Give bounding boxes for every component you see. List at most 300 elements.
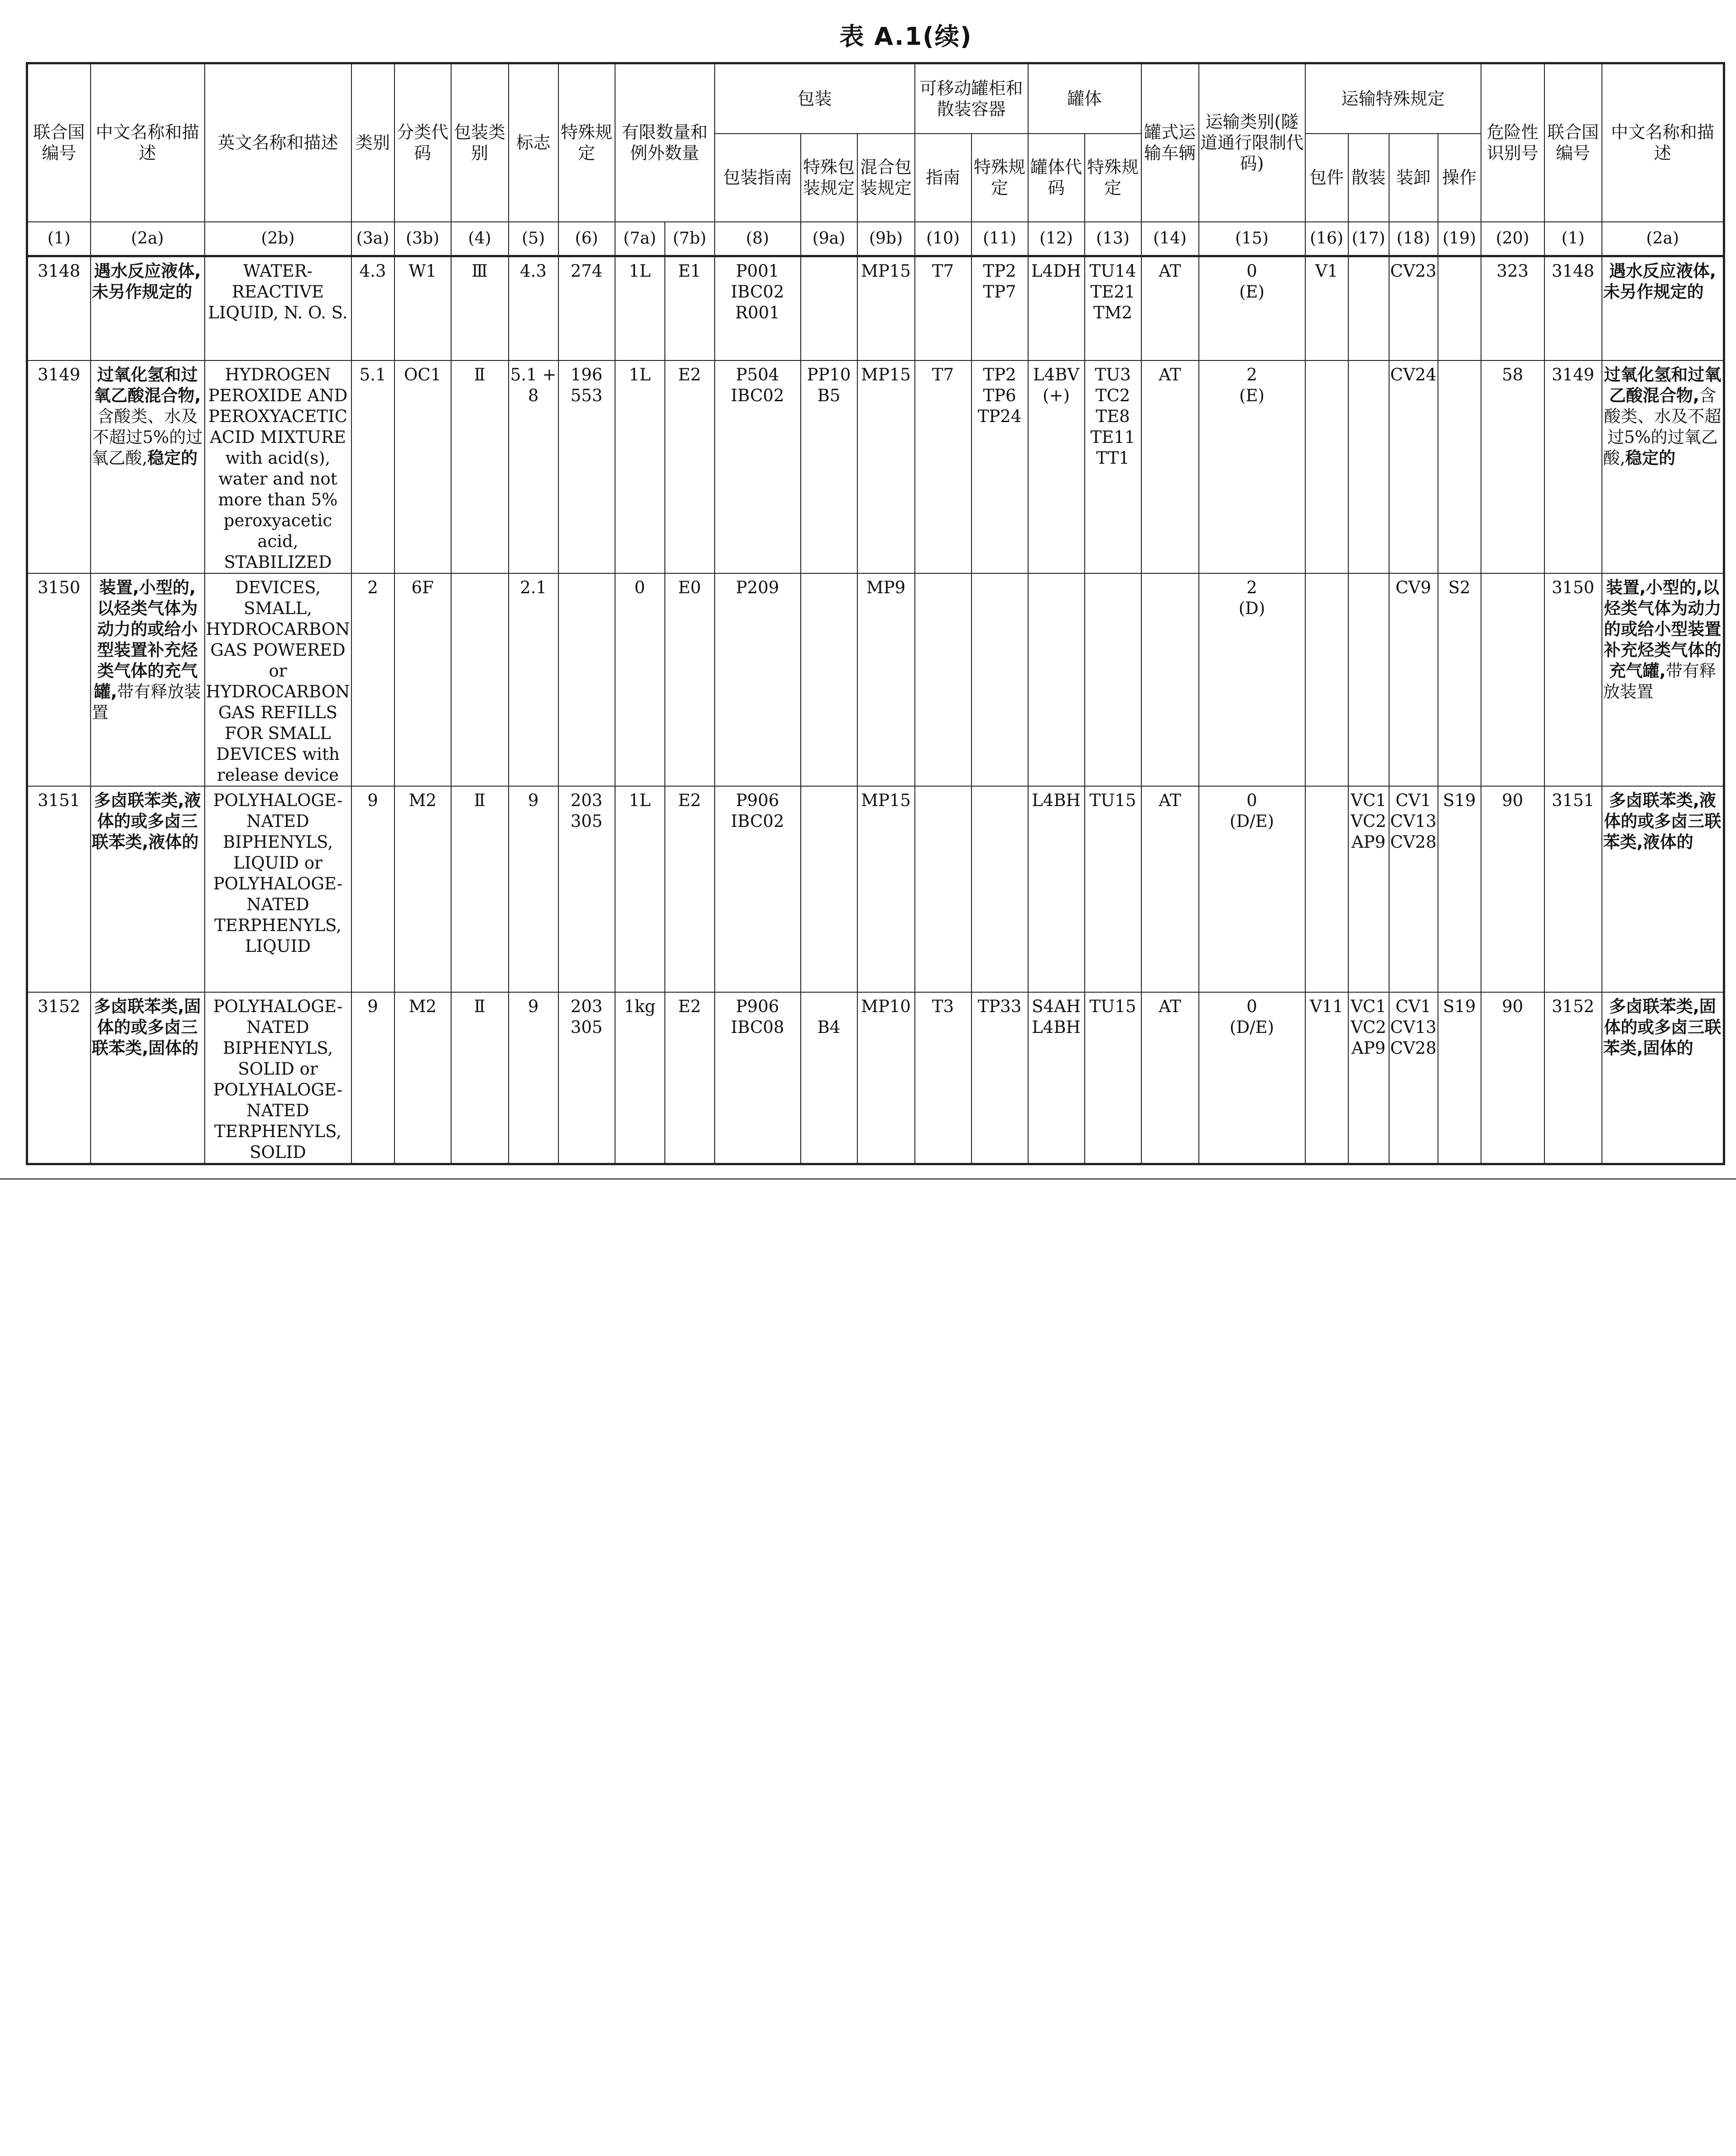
cell-name-en-line: NATED bbox=[246, 1017, 309, 1037]
cell-transport-category bbox=[1199, 256, 1305, 360]
column-number: (8) bbox=[715, 222, 801, 256]
cell-excepted-qty: E2 bbox=[665, 992, 715, 1164]
cell-name-zh bbox=[91, 786, 205, 992]
column-number: (4) bbox=[451, 222, 509, 256]
cell-class-code: OC1 bbox=[394, 360, 451, 573]
cell-tank-vehicle: AT bbox=[1141, 256, 1199, 360]
header-class: 类别 bbox=[351, 63, 394, 222]
cell-pt-special-line: TP2 bbox=[983, 261, 1016, 281]
cell-limited-qty: 1L bbox=[615, 786, 665, 992]
cell-operation bbox=[1438, 360, 1481, 573]
cell-name-zh-bold-text: 稳定的 bbox=[147, 448, 198, 468]
cell-special-provisions: 203 305 bbox=[558, 992, 615, 1164]
cell-packages: V1 bbox=[1305, 256, 1348, 360]
header-mixed-packing: 混合包装规定 bbox=[857, 134, 915, 222]
cell-un-no-right: 3148 bbox=[1544, 256, 1602, 360]
cell-packing-instructions-line: IBC02 bbox=[731, 385, 784, 405]
cell-loading-line: CV13 bbox=[1390, 1017, 1437, 1037]
cell-mixed-packing: MP10 bbox=[857, 992, 915, 1164]
cell-name-zh bbox=[91, 573, 205, 786]
cell-name-zh-right bbox=[1602, 256, 1724, 360]
cell-name-en-line: release device bbox=[217, 765, 339, 785]
cell-name-en-line: POLYHALOGE- bbox=[213, 874, 343, 893]
cell-name-en-line: STABILIZED bbox=[224, 552, 332, 572]
cell-name-en-line: TERPHENYLS, bbox=[214, 1121, 341, 1141]
cell-name-en-line: SOLID bbox=[250, 1142, 306, 1162]
cell-tank-special-line: TT1 bbox=[1096, 448, 1130, 468]
cell-hazard-id: 90 bbox=[1481, 992, 1544, 1164]
cell-name-zh-bold-text: 多卤联苯类,液体的或多卤三联苯类,液体的 bbox=[91, 790, 201, 852]
cell-tank-special bbox=[1085, 360, 1141, 573]
header-bulk: 散装 bbox=[1348, 134, 1389, 222]
table-row bbox=[27, 992, 1724, 1164]
column-number: (2b) bbox=[205, 222, 351, 256]
table-row bbox=[27, 360, 1724, 573]
cell-class-code: 6F bbox=[394, 573, 451, 786]
column-number: (2a) bbox=[91, 222, 205, 256]
cell-name-zh-bold-text: 遇水反应液体,未另作规定的 bbox=[91, 261, 201, 302]
cell-transport-category-line: 2 bbox=[1246, 577, 1257, 597]
cell-limited-qty: 1L bbox=[615, 256, 665, 360]
column-number: (20) bbox=[1481, 222, 1544, 256]
cell-name-zh-right-bold-text: 多卤联苯类,固体的或多卤三联苯类,固体的 bbox=[1603, 996, 1722, 1058]
header-name-en: 英文名称和描述 bbox=[205, 63, 351, 222]
cell-transport-category-line: 0 bbox=[1246, 790, 1257, 810]
column-number: (7a) bbox=[615, 222, 665, 256]
cell-tank-code-line: (+) bbox=[1043, 385, 1070, 405]
cell-special-packing-line bbox=[802, 996, 856, 1017]
cell-bulk-line: VC2 bbox=[1351, 1017, 1386, 1037]
header-class-code: 分类代码 bbox=[394, 63, 451, 222]
cell-tank-special-line: TE8 bbox=[1096, 406, 1130, 426]
cell-packing-instructions-line: P504 bbox=[736, 365, 779, 384]
cell-packing-instructions-line: IBC08 bbox=[731, 1017, 784, 1037]
column-number-row bbox=[27, 222, 1724, 256]
cell-name-zh-bold-text: 多卤联苯类,固体的或多卤三联苯类,固体的 bbox=[91, 996, 201, 1058]
cell-pt-special-line: TP7 bbox=[983, 282, 1016, 302]
cell-limited-qty: 1L bbox=[615, 360, 665, 573]
cell-name-en-line: with acid(s), bbox=[225, 448, 331, 468]
cell-class: 9 bbox=[351, 992, 394, 1164]
header-tank-code: 罐体代码 bbox=[1028, 134, 1085, 222]
cell-tank-code bbox=[1028, 573, 1085, 786]
page-bottom-rule bbox=[0, 1178, 1736, 1180]
cell-name-zh bbox=[91, 256, 205, 360]
cell-packing-instructions bbox=[715, 786, 801, 992]
cell-un-no: 3150 bbox=[27, 573, 91, 786]
cell-name-en-line: HYDROCARBON bbox=[206, 682, 350, 701]
cell-un-no: 3149 bbox=[27, 360, 91, 573]
cell-name-en-line: NATED bbox=[246, 894, 309, 914]
column-number: (10) bbox=[915, 222, 971, 256]
cell-packing-group bbox=[451, 573, 509, 786]
header-portable-tanks: 可移动罐柜和散装容器 bbox=[915, 63, 1028, 134]
cell-name-en-line: TERPHENYLS, bbox=[214, 915, 341, 935]
cell-name-zh-text: 含酸类、水及不超过5%的过氧乙酸, bbox=[91, 406, 203, 468]
cell-operation bbox=[1438, 256, 1481, 360]
cell-special-packing bbox=[801, 256, 857, 360]
cell-pt-special-line: TP6 bbox=[983, 385, 1016, 405]
cell-tank-code-line: L4BV bbox=[1033, 365, 1080, 384]
header-special-transport: 运输特殊规定 bbox=[1305, 63, 1481, 134]
cell-name-en-line: SOLID or bbox=[238, 1059, 318, 1079]
header-tank-vehicle: 罐式运输车辆 bbox=[1141, 63, 1199, 222]
cell-un-no: 3152 bbox=[27, 992, 91, 1164]
cell-bulk-line: VC2 bbox=[1351, 811, 1386, 831]
cell-labels: 9 bbox=[509, 786, 558, 992]
cell-name-zh-right-bold-text: 遇水反应液体,未另作规定的 bbox=[1603, 261, 1716, 302]
cell-name-en bbox=[205, 360, 351, 573]
cell-mixed-packing: MP9 bbox=[857, 573, 915, 786]
cell-tank-special-line: TC2 bbox=[1095, 385, 1130, 405]
cell-name-zh-right bbox=[1602, 573, 1724, 786]
cell-special-provisions: 274 bbox=[558, 256, 615, 360]
cell-name-zh-right-bold-text: 多卤联苯类,液体的或多卤三联苯类,液体的 bbox=[1603, 790, 1722, 852]
cell-tank-vehicle: AT bbox=[1141, 360, 1199, 573]
cell-bulk-line: VC1 bbox=[1351, 996, 1386, 1016]
cell-name-zh-right-text: 含酸类、水及不超过5%的过氧乙酸, bbox=[1603, 385, 1722, 468]
cell-loading bbox=[1389, 256, 1438, 360]
cell-packages bbox=[1305, 360, 1348, 573]
cell-packing-group: Ⅱ bbox=[451, 360, 509, 573]
page-title: 表 A.1(续) bbox=[839, 22, 972, 51]
cell-mixed-packing: MP15 bbox=[857, 786, 915, 992]
cell-tank-special-line: TM2 bbox=[1093, 303, 1133, 322]
cell-tank-code bbox=[1028, 360, 1085, 573]
cell-loading bbox=[1389, 992, 1438, 1164]
header-name-zh: 中文名称和描述 bbox=[91, 63, 205, 222]
table-row bbox=[27, 256, 1724, 360]
cell-name-en-line: HYDROGEN bbox=[225, 365, 331, 384]
cell-special-packing-line: B5 bbox=[817, 385, 841, 405]
cell-operation: S19 bbox=[1438, 992, 1481, 1164]
cell-name-en-line: WATER- bbox=[243, 261, 313, 281]
cell-un-no-right: 3151 bbox=[1544, 786, 1602, 992]
cell-bulk-line: AP9 bbox=[1351, 1038, 1386, 1058]
cell-name-en-line: BIPHENYLS, bbox=[222, 832, 333, 852]
cell-loading-line: CV23 bbox=[1390, 261, 1437, 281]
cell-special-packing bbox=[801, 573, 857, 786]
cell-transport-category-line: 2 bbox=[1246, 365, 1257, 384]
cell-bulk bbox=[1348, 573, 1389, 786]
cell-name-en-line: LIQUID or bbox=[233, 853, 322, 873]
cell-name-en bbox=[205, 992, 351, 1164]
cell-class: 2 bbox=[351, 573, 394, 786]
cell-tank-vehicle bbox=[1141, 573, 1199, 786]
cell-name-en-line: ACID MIXTURE bbox=[210, 427, 346, 447]
cell-tank-special bbox=[1085, 256, 1141, 360]
header-special-packing: 特殊包装规定 bbox=[801, 134, 857, 222]
cell-name-en-line: peroxyacetic acid, bbox=[223, 510, 332, 551]
cell-packing-instructions-line: R001 bbox=[735, 303, 780, 322]
cell-labels: 4.3 bbox=[509, 256, 558, 360]
cell-tank-special-line: TU14 bbox=[1089, 261, 1136, 281]
cell-loading-line: CV1 bbox=[1395, 996, 1431, 1016]
cell-labels: 9 bbox=[509, 992, 558, 1164]
cell-name-en-line: DEVICES with bbox=[216, 744, 340, 764]
column-number: (16) bbox=[1305, 222, 1348, 256]
cell-mixed-packing: MP15 bbox=[857, 360, 915, 573]
column-number: (19) bbox=[1438, 222, 1481, 256]
cell-transport-category bbox=[1199, 573, 1305, 786]
cell-bulk bbox=[1348, 360, 1389, 573]
cell-name-en-line: LIQUID bbox=[245, 936, 311, 956]
column-number: (17) bbox=[1348, 222, 1389, 256]
cell-name-en bbox=[205, 256, 351, 360]
cell-transport-category-line: (D) bbox=[1238, 598, 1265, 618]
column-number: (12) bbox=[1028, 222, 1085, 256]
cell-tank-special-line: TU15 bbox=[1089, 996, 1136, 1016]
cell-pt-special-line: TP33 bbox=[977, 996, 1022, 1016]
cell-tank-special-line: TE11 bbox=[1090, 427, 1135, 447]
cell-packing-instructions bbox=[715, 573, 801, 786]
cell-packing-instructions-line: P906 bbox=[736, 996, 779, 1016]
cell-un-no-right: 3149 bbox=[1544, 360, 1602, 573]
cell-tank-code bbox=[1028, 786, 1085, 992]
cell-name-en-line: NATED bbox=[246, 1100, 309, 1120]
column-number: (18) bbox=[1389, 222, 1438, 256]
cell-name-en-line: NATED bbox=[246, 811, 309, 831]
cell-operation: S19 bbox=[1438, 786, 1481, 992]
header-loading: 装卸 bbox=[1389, 134, 1438, 222]
cell-name-en-line: GAS REFILLS bbox=[218, 702, 338, 722]
header-name-zh-right: 中文名称和描述 bbox=[1602, 63, 1724, 222]
cell-loading-line: CV9 bbox=[1395, 577, 1431, 597]
cell-special-packing-line: B4 bbox=[817, 1017, 841, 1037]
cell-name-zh-bold-text: 装置,小型的,以烃类气体为动力的或给小型装置补充烃类气体的充气罐, bbox=[94, 577, 198, 701]
cell-name-en-line: REACTIVE bbox=[232, 282, 324, 302]
cell-tank-special-line: TE21 bbox=[1090, 282, 1135, 302]
header-tank-special: 特殊规定 bbox=[1085, 134, 1141, 222]
header-pt-instructions: 指南 bbox=[915, 134, 971, 222]
cell-tank-special bbox=[1085, 573, 1141, 786]
cell-pt-special bbox=[971, 360, 1028, 573]
cell-transport-category-line: 0 bbox=[1246, 261, 1257, 281]
cell-name-en-line: LIQUID, N. O. S. bbox=[208, 303, 348, 322]
cell-special-packing bbox=[801, 360, 857, 573]
cell-transport-category-line: (E) bbox=[1239, 282, 1265, 302]
cell-tank-code-line: L4BH bbox=[1032, 1017, 1081, 1037]
cell-un-no-right: 3152 bbox=[1544, 992, 1602, 1164]
cell-pt-special bbox=[971, 992, 1028, 1164]
cell-hazard-id: 323 bbox=[1481, 256, 1544, 360]
cell-special-packing bbox=[801, 992, 857, 1164]
cell-packages: V11 bbox=[1305, 992, 1348, 1164]
cell-loading-line: CV24 bbox=[1390, 365, 1437, 384]
cell-tank-code bbox=[1028, 992, 1085, 1164]
cell-pt-instructions: T3 bbox=[915, 992, 971, 1164]
cell-packages bbox=[1305, 573, 1348, 786]
cell-name-zh-text: 带有释放装置 bbox=[91, 682, 201, 722]
cell-class: 9 bbox=[351, 786, 394, 992]
header-packages: 包件 bbox=[1305, 134, 1348, 222]
column-number: (14) bbox=[1141, 222, 1199, 256]
cell-pt-instructions bbox=[915, 573, 971, 786]
column-number: (2a) bbox=[1602, 222, 1724, 256]
cell-name-en-line: HYDROCARBON bbox=[206, 619, 350, 639]
header-un-no: 联合国编号 bbox=[27, 63, 91, 222]
cell-packing-group: Ⅱ bbox=[451, 786, 509, 992]
cell-tank-code-line: S4AH bbox=[1032, 996, 1081, 1016]
cell-name-zh-right-bold-text: 过氧化氢和过氧乙酸混合物, bbox=[1604, 365, 1722, 405]
cell-loading-line: CV1 bbox=[1395, 790, 1431, 810]
cell-name-en-line: DEVICES, SMALL, bbox=[235, 577, 321, 618]
cell-special-packing bbox=[801, 786, 857, 992]
cell-name-zh-right-bold-text: 装置,小型的,以烃类气体为动力的或给小型装置补充烃类气体的充气罐, bbox=[1604, 577, 1722, 681]
cell-name-en-line: BIPHENYLS, bbox=[222, 1038, 333, 1058]
header-pt-special: 特殊规定 bbox=[971, 134, 1028, 222]
cell-name-zh-right bbox=[1602, 786, 1724, 992]
cell-name-zh-right bbox=[1602, 360, 1724, 573]
cell-pt-instructions: T7 bbox=[915, 256, 971, 360]
cell-name-zh-right-bold-text: 稳定的 bbox=[1625, 448, 1676, 468]
cell-class-code: W1 bbox=[394, 256, 451, 360]
cell-bulk-line: VC1 bbox=[1351, 790, 1386, 810]
column-number: (7b) bbox=[665, 222, 715, 256]
cell-transport-category-line: (D/E) bbox=[1230, 1017, 1274, 1037]
cell-un-no: 3148 bbox=[27, 256, 91, 360]
cell-hazard-id: 58 bbox=[1481, 360, 1544, 573]
header-un-no-right: 联合国编号 bbox=[1544, 63, 1602, 222]
column-number: (1) bbox=[1544, 222, 1602, 256]
cell-special-provisions: 196 553 bbox=[558, 360, 615, 573]
cell-transport-category-line: (E) bbox=[1239, 385, 1265, 405]
cell-name-en-line: POLYHALOGE- bbox=[213, 996, 343, 1016]
cell-packing-instructions bbox=[715, 360, 801, 573]
cell-pt-special-line: TP24 bbox=[977, 406, 1022, 426]
cell-class: 5.1 bbox=[351, 360, 394, 573]
cell-name-zh-right-text: 带有释放装置 bbox=[1603, 661, 1716, 701]
cell-excepted-qty: E0 bbox=[665, 573, 715, 786]
header-special-provisions: 特殊规定 bbox=[558, 63, 615, 222]
header-packaging: 包装 bbox=[715, 63, 915, 134]
cell-tank-vehicle: AT bbox=[1141, 992, 1199, 1164]
cell-packages bbox=[1305, 786, 1348, 992]
column-number: (9b) bbox=[857, 222, 915, 256]
column-number: (3b) bbox=[394, 222, 451, 256]
cell-labels: 5.1 + 8 bbox=[509, 360, 558, 573]
cell-labels: 2.1 bbox=[509, 573, 558, 786]
cell-class-code: M2 bbox=[394, 786, 451, 992]
cell-name-zh bbox=[91, 360, 205, 573]
cell-tank-special-line: TU3 bbox=[1095, 365, 1131, 384]
cell-loading bbox=[1389, 786, 1438, 992]
cell-packing-instructions bbox=[715, 256, 801, 360]
cell-name-zh-right bbox=[1602, 992, 1724, 1164]
cell-tank-special bbox=[1085, 992, 1141, 1164]
cell-bulk bbox=[1348, 256, 1389, 360]
cell-loading bbox=[1389, 573, 1438, 786]
cell-bulk bbox=[1348, 786, 1389, 992]
cell-un-no: 3151 bbox=[27, 786, 91, 992]
cell-name-zh-bold-text: 过氧化氢和过氧乙酸混合物, bbox=[94, 365, 201, 405]
header-hazard-id: 危险性识别号 bbox=[1481, 63, 1544, 222]
column-number: (6) bbox=[558, 222, 615, 256]
cell-special-provisions bbox=[558, 573, 615, 786]
cell-operation: S2 bbox=[1438, 573, 1481, 786]
cell-packing-instructions-line: IBC02 bbox=[731, 811, 784, 831]
cell-excepted-qty: E2 bbox=[665, 360, 715, 573]
cell-transport-category bbox=[1199, 786, 1305, 992]
cell-hazard-id bbox=[1481, 573, 1544, 786]
cell-packing-instructions-line: P001 bbox=[736, 261, 779, 281]
cell-tank-code bbox=[1028, 256, 1085, 360]
cell-pt-instructions: T7 bbox=[915, 360, 971, 573]
cell-pt-special bbox=[971, 786, 1028, 992]
cell-loading bbox=[1389, 360, 1438, 573]
cell-packing-group: Ⅲ bbox=[451, 256, 509, 360]
cell-class: 4.3 bbox=[351, 256, 394, 360]
cell-transport-category-line: (D/E) bbox=[1230, 811, 1274, 831]
header-packing-instructions: 包装指南 bbox=[715, 134, 801, 222]
header-tanks: 罐体 bbox=[1028, 63, 1141, 134]
cell-name-en-line: FOR SMALL bbox=[225, 723, 331, 743]
cell-tank-code-line: L4DH bbox=[1031, 261, 1082, 281]
cell-special-packing-line: PP10 bbox=[807, 365, 851, 384]
cell-name-en-line: GAS POWERED or bbox=[210, 640, 346, 681]
cell-tank-vehicle: AT bbox=[1141, 786, 1199, 992]
cell-packing-instructions-line: P906 bbox=[736, 790, 779, 810]
header-limited-qty: 有限数量和例外数量 bbox=[615, 63, 715, 222]
cell-mixed-packing: MP15 bbox=[857, 256, 915, 360]
cell-tank-code-line: L4BH bbox=[1032, 790, 1081, 810]
cell-transport-category-line: 0 bbox=[1246, 996, 1257, 1016]
cell-packing-group: Ⅱ bbox=[451, 992, 509, 1164]
cell-name-en-line: water and not bbox=[218, 469, 337, 489]
cell-pt-special bbox=[971, 573, 1028, 786]
cell-loading-line: CV28 bbox=[1390, 1038, 1437, 1058]
header-packing-group: 包装类别 bbox=[451, 63, 509, 222]
cell-pt-special-line: TP2 bbox=[983, 365, 1016, 384]
column-number: (15) bbox=[1199, 222, 1305, 256]
cell-un-no-right: 3150 bbox=[1544, 573, 1602, 786]
column-number: (9a) bbox=[801, 222, 857, 256]
column-number: (13) bbox=[1085, 222, 1141, 256]
cell-special-provisions: 203 305 bbox=[558, 786, 615, 992]
cell-excepted-qty: E2 bbox=[665, 786, 715, 992]
cell-limited-qty: 0 bbox=[615, 573, 665, 786]
cell-transport-category bbox=[1199, 992, 1305, 1164]
cell-packing-instructions-line: IBC02 bbox=[731, 282, 784, 302]
cell-name-en bbox=[205, 573, 351, 786]
column-number: (11) bbox=[971, 222, 1028, 256]
dangerous-goods-table bbox=[26, 62, 1725, 1165]
cell-name-en-line: PEROXIDE AND bbox=[208, 385, 348, 405]
cell-limited-qty: 1kg bbox=[615, 992, 665, 1164]
cell-loading-line: CV28 bbox=[1390, 832, 1437, 852]
header-labels: 标志 bbox=[509, 63, 558, 222]
dangerous-goods-table-wrapper bbox=[26, 62, 1725, 1165]
table-row bbox=[27, 573, 1724, 786]
cell-pt-special bbox=[971, 256, 1028, 360]
cell-name-zh bbox=[91, 992, 205, 1164]
header-operation: 操作 bbox=[1438, 134, 1481, 222]
header-transport-category: 运输类别(隧道通行限制代码) bbox=[1199, 63, 1305, 222]
cell-hazard-id: 90 bbox=[1481, 786, 1544, 992]
cell-class-code: M2 bbox=[394, 992, 451, 1164]
cell-excepted-qty: E1 bbox=[665, 256, 715, 360]
cell-pt-instructions bbox=[915, 786, 971, 992]
cell-name-en bbox=[205, 786, 351, 992]
cell-bulk-line: AP9 bbox=[1351, 832, 1386, 852]
table-header bbox=[27, 63, 1724, 256]
column-number: (5) bbox=[509, 222, 558, 256]
cell-tank-special-line: TU15 bbox=[1089, 790, 1136, 810]
cell-name-en-line: PEROXYACETIC bbox=[208, 406, 347, 426]
cell-loading-line: CV13 bbox=[1390, 811, 1437, 831]
cell-tank-special bbox=[1085, 786, 1141, 992]
cell-packing-instructions-line: P209 bbox=[736, 577, 779, 597]
